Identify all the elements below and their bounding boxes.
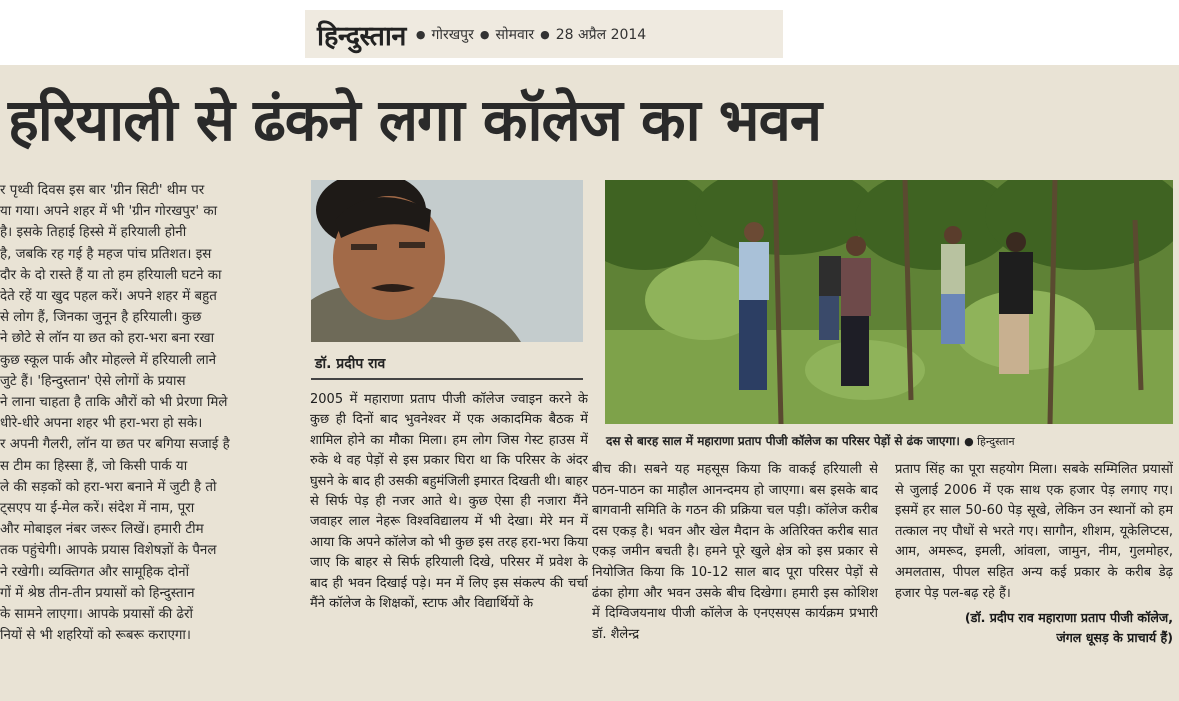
sidebar-line: गों में श्रेष्ठ तीन-तीन प्रयासों को हिन्दुस्तान — [0, 585, 195, 601]
sidebar-line: है, जबकि रह गई है महज पांच प्रतिशत। इस — [0, 246, 212, 262]
sidebar-line: और मोबाइल नंबर जरूर लिखें। हमारी टीम — [0, 522, 204, 538]
bullet-icon: ● — [540, 27, 550, 41]
sidebar-line: ने रखेगी। व्यक्तिगत और सामूहिक दोनों — [0, 564, 190, 580]
article-paragraph: बीच की। सबने यह महसूस किया कि वाकई हरियाली से पठन-पाठन का माहौल आनन्दमय हो जाएगा। बस इसके बाद बागवानी समिति के गठन की प्रक्रिया चल पड़ी। कॉलेज करीब दस एकड़ है। भवन और खेल मैदान के अतिरिक्त करीब सात एकड़ जमीन बचती है। हमने पूरे खुले क्षेत्र को इस प्रकार से नियोजित किया कि 10-12 साल बाद पूरा परिसर पेड़ों से ढंका होगा और भवन उसके बीच दिखेगा। हमारी इस कोशिश में दिग्विजयनाथ पीजी कॉलेज के एनएसएस कार्यक्रम प्रभारी डॉ. शैलेन्द्र — [592, 462, 878, 642]
sidebar-line: के सामने लाएगा। आपके प्रयासों की ढेरों — [0, 607, 194, 623]
sidebar-line: जुटे हैं। 'हिन्दुस्तान' ऐसे लोगों के प्रयास — [0, 373, 186, 389]
article-headline: हरियाली से ढंकने लगा कॉलेज का भवन — [8, 86, 822, 154]
sidebar-line: से लोग हैं, जिनका जुनून है हरियाली। कुछ — [0, 310, 202, 326]
sidebar-line: ने लाना चाहता है ताकि औरों को भी प्रेरणा मिले — [0, 395, 228, 411]
sidebar-line: र पृथ्वी दिवस इस बार 'ग्रीन सिटी' थीम पर — [0, 183, 205, 198]
masthead-date: 28 अप्रैल 2014 — [555, 26, 647, 43]
article-column-1 — [310, 390, 588, 690]
sidebar-line: र अपनी गैलरी, लॉन या छत पर बगिया सजाई है — [0, 437, 230, 453]
author-signoff — [895, 608, 1173, 648]
article-paragraph: 2005 में महाराणा प्रताप पीजी कॉलेज ज्वाइन करने के कुछ ही दिनों बाद भुवनेश्वर में एक अकादमिक बैठक में शामिल होने का मौका मिला। हम लोग जिस गेस्ट हाउस में रुके थे वह पेड़ों से इस प्रकार घिरा था कि परिसर के अंदर घुसने के बाद ही उसकी बहुमंजिली इमारत दिखती थी। बाहर से सिर्फ पेड़ ही नजर आते थे। कुछ ऐसा ही नजारा मैंने जवाहर लाल नेहरू विश्वविद्यालय में भी देखा। मेरे मन में आया कि अपने कॉलेज को भी कुछ इस तरह हरा-भरा किया जाए कि बाहर से सिर्फ हरियाली दिखे, परिसर में प्रवेश के बाद ही भवन दिखाई पड़े। मन में लिए इस संकल्प की चर्चा मैंने कॉलेज के शिक्षकों, स्टाफ और विद्यार्थियों के — [310, 392, 588, 612]
signoff-line: जंगल धूसड़ के प्राचार्य हैं) — [1056, 630, 1173, 646]
sidebar-line: ने छोटे से लॉन या छत को हरा-भरा बना रखा — [0, 331, 215, 347]
bullet-icon: ● — [415, 27, 426, 41]
sidebar-column — [0, 180, 302, 680]
sidebar-line: कुछ स्कूल पार्क और मोहल्ले में हरियाली लाने — [0, 352, 217, 368]
masthead-city: गोरखपुर — [431, 26, 474, 43]
sidebar-line: धीरे-धीरे अपना शहर भी हरा-भरा हो सके। — [0, 416, 203, 432]
sidebar-line: स टीम का हिस्सा हैं, जो किसी पार्क या — [0, 458, 188, 474]
article-paragraph: प्रताप सिंह का पूरा सहयोग मिला। सबके सम्मिलित प्रयासों से जुलाई 2006 में एक साथ एक हजार पेड़ लगाए गए। इसमें हर साल 50-60 पेड़ सूखे, लेकिन उन स्थानों को हम तत्काल नए पौधों से भरते गए। सागौन, शीशम, यूकेलिप्टस, आम, अमरूद, इमली, आंवला, जामुन, नीम, गुलमोहर, अमलतास, पीपल सहित अन्य कई प्रकार के करीब डेढ़ हजार पेड़ पल-बढ़ रहे हैं। — [895, 462, 1173, 601]
sidebar-line: ट्सएप या ई-मेल करें। संदेश में नाम, पूरा — [0, 501, 195, 517]
divider — [311, 378, 583, 380]
sidebar-line: है। इसके तिहाई हिस्से में हरियाली होनी — [0, 225, 187, 241]
portrait-photo — [311, 180, 583, 342]
sidebar-line: या गया। अपने शहर में भी 'ग्रीन गोरखपुर' का — [0, 204, 218, 220]
masthead-day: सोमवार — [495, 26, 535, 43]
campus-trees-photo — [605, 180, 1173, 424]
sidebar-line: देते रहें या खुद पहल करें। अपने शहर में बहुत — [0, 289, 217, 305]
newspaper-masthead — [305, 10, 783, 58]
masthead-meta — [416, 25, 646, 44]
bullet-icon: ● — [479, 27, 490, 41]
photo-credit: ● हिन्दुस्तान — [964, 435, 1015, 448]
article-column-3 — [895, 460, 1173, 700]
article-column-2 — [592, 460, 878, 700]
portrait-caption: डॉ. प्रदीप राव — [315, 356, 386, 372]
sidebar-line: दौर के दो रास्ते हैं या तो हम हरियाली घटने का — [0, 267, 222, 283]
sidebar-line: ले की सड़कों को हरा-भरा बनाने में जुटी है तो — [0, 479, 217, 495]
photo-caption-text: दस से बारह साल में महाराणा प्रताप पीजी कॉलेज का परिसर पेड़ों से ढंक जाएगा। — [606, 434, 960, 448]
signoff-line: (डॉ. प्रदीप राव महाराणा प्रताप पीजी कॉलेज, — [964, 610, 1173, 626]
newspaper-logo: हिन्दुस्तान — [317, 20, 406, 52]
sidebar-line: तक पहुंचेगी। आपके प्रयास विशेषज्ञों के पैनल — [0, 543, 217, 559]
photo-caption — [606, 432, 1015, 449]
sidebar-line: नियों से भी शहरियों को रूबरू कराएगा। — [0, 628, 191, 644]
